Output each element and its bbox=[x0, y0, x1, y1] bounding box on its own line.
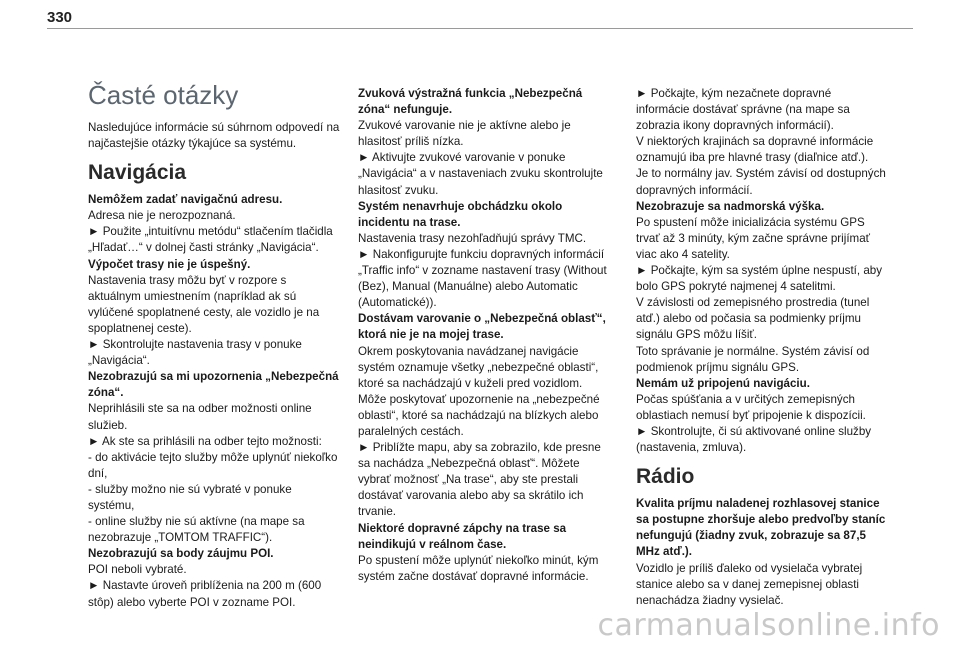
page-title: Časté otázky bbox=[88, 80, 239, 110]
header-rule bbox=[47, 28, 913, 29]
question: Nezobrazujú sa mi upozornenia „Nebezpečná zóna“. bbox=[88, 370, 339, 400]
answer: Nastavenia trasy môžu byť v rozpore s aktuálnym umiestnením (napríklad ak sú vylúčené spoplatnené cesty, ale vozidlo je na spoplatnenej ceste). ► Skontrolujte nastavenia trasy v ponuke „Navigácia“. bbox=[88, 273, 320, 368]
intro-text: Nasledujúce informácie sú súhrnom odpovedí na najčastejšie otázky týkajúce sa systému. bbox=[88, 121, 340, 151]
column-3 bbox=[636, 86, 906, 609]
watermark: carmanualsonline.info bbox=[597, 608, 940, 643]
qa-block bbox=[358, 199, 620, 312]
qa-block bbox=[88, 192, 356, 256]
qa-block bbox=[88, 257, 356, 370]
answer: Po spustení môže uplynúť niekoľko minút, kým systém začne dostávať dopravné informácie. bbox=[358, 553, 599, 583]
answer: Okrem poskytovania navádzanej navigácie systém oznamuje všetky „nebezpečné oblasti“, ktoré sa nachádzajú v kuželi pred vozidlom. Môže poskytovať upozornenie na „nebezpečné oblasti“, ktoré sa nachádzajú na blízkych alebo paralelných cestách. ► Priblížte mapu, aby sa zobrazilo, kde presne sa nachádza „Nebezpečná oblasť“. Môžete vybrať možnosť „Na trase“, aby ste prestali dostávať varovania alebo aby sa skrátilo ich trvanie. bbox=[358, 344, 601, 519]
qa-block bbox=[636, 496, 906, 609]
question: Výpočet trasy nie je úspešný. bbox=[88, 257, 251, 271]
qa-block bbox=[358, 521, 620, 585]
answer: Adresa nie je nerozpoznaná. ► Použite „intuitívnu metódu“ stlačením tlačidla „Hľadať…“ v dolnej časti stránky „Navigácia“. bbox=[88, 209, 333, 255]
qa-block bbox=[636, 86, 906, 199]
column-2 bbox=[358, 86, 620, 585]
question: Nemôžem zadať navigačnú adresu. bbox=[88, 193, 283, 207]
section-heading-radio: Rádio bbox=[636, 465, 695, 489]
answer: Počas spúšťania a v určitých zemepisných oblastiach nemusí byť pripojenie k dispozícii. ► Skontrolujte, či sú aktivované online služby (nastavenia, zmluva). bbox=[636, 392, 872, 455]
question: Nezobrazujú sa body záujmu POI. bbox=[88, 547, 274, 561]
page-number: 330 bbox=[47, 9, 73, 26]
question: Nezobrazuje sa nadmorská výška. bbox=[636, 199, 825, 213]
answer: Vozidlo je príliš ďaleko od vysielača vybratej stanice alebo sa v danej zemepisnej oblasti nenachádza žiadny vysielač. bbox=[636, 561, 863, 607]
section-heading-navigation: Navigácia bbox=[88, 161, 187, 185]
question: Kvalita príjmu naladenej rozhlasovej stanice sa postupne zhoršuje alebo predvoľby staníc nefungujú (žiadny zvuk, zobrazuje sa 87,5 MHz atď.). bbox=[636, 497, 886, 559]
question: Nemám už pripojenú navigáciu. bbox=[636, 376, 810, 390]
answer: Nastavenia trasy nezohľadňujú správy TMC. ► Nakonfigurujte funkciu dopravných informácií „Traffic info“ v zozname nastavení trasy (Without (Bez), Manual (Manuálne) alebo Automatic (Automatické)). bbox=[358, 231, 607, 310]
answer: Neprihlásili ste sa na odber možnosti online služieb. ► Ak ste sa prihlásili na odber tejto možnosti: - do aktivácie tejto služby môže uplynúť niekoľko dní, - služby možno nie sú vybraté v ponuke systému, - online služby nie sú aktívne (na mape sa nezobrazuje „TOMTOM TRAFFIC“). bbox=[88, 402, 338, 545]
answer: ► Počkajte, kým nezačnete dopravné informácie dostávať správne (na mape sa zobrazia ikony dopravných informácií). V niektorých krajinách sa dopravné informácie oznamujú iba pre hlavné trasy (diaľnice atď.). Je to normálny jav. Systém závisí od dostupných dopravných informácií. bbox=[636, 87, 886, 197]
question: Niektoré dopravné zápchy na trase sa neindikujú v reálnom čase. bbox=[358, 521, 567, 551]
qa-block bbox=[88, 369, 356, 546]
column-1 bbox=[88, 80, 356, 611]
qa-block bbox=[88, 546, 356, 610]
question: Dostávam varovanie o „Nebezpečná oblasť“, ktorá nie je na mojej trase. bbox=[358, 312, 606, 342]
answer: Zvukové varovanie nie je aktívne alebo je hlasitosť príliš nízka. ► Aktivujte zvukové varovanie v ponuke „Navigácia“ a v nastaveniach zvuku skontrolujte hlasitosť zvuku. bbox=[358, 119, 603, 197]
question: Zvuková výstražná funkcia „Nebezpečná zóna“ nefunguje. bbox=[358, 87, 583, 117]
qa-block bbox=[358, 311, 620, 520]
question: Systém nenavrhuje obchádzku okolo incidentu na trase. bbox=[358, 199, 563, 229]
qa-block bbox=[636, 376, 906, 456]
answer: POI neboli vybraté. ► Nastavte úroveň priblíženia na 200 m (600 stôp) alebo vyberte POI v zozname POI. bbox=[88, 563, 322, 609]
answer: Po spustení môže inicializácia systému GPS trvať až 3 minúty, kým začne správne prijímať viac ako 4 satelity. ► Počkajte, kým sa systém úplne nespustí, aby bolo GPS pokryté najmenej 4 satelitmi. V závislosti od zemepisného prostredia (tunel atď.) alebo od počasia sa podmienky príjmu signálu GPS môžu líšiť. Toto správanie je normálne. Systém závisí od podmienok príjmu signálu GPS. bbox=[636, 215, 883, 374]
qa-block bbox=[358, 86, 620, 199]
qa-block bbox=[636, 199, 906, 376]
